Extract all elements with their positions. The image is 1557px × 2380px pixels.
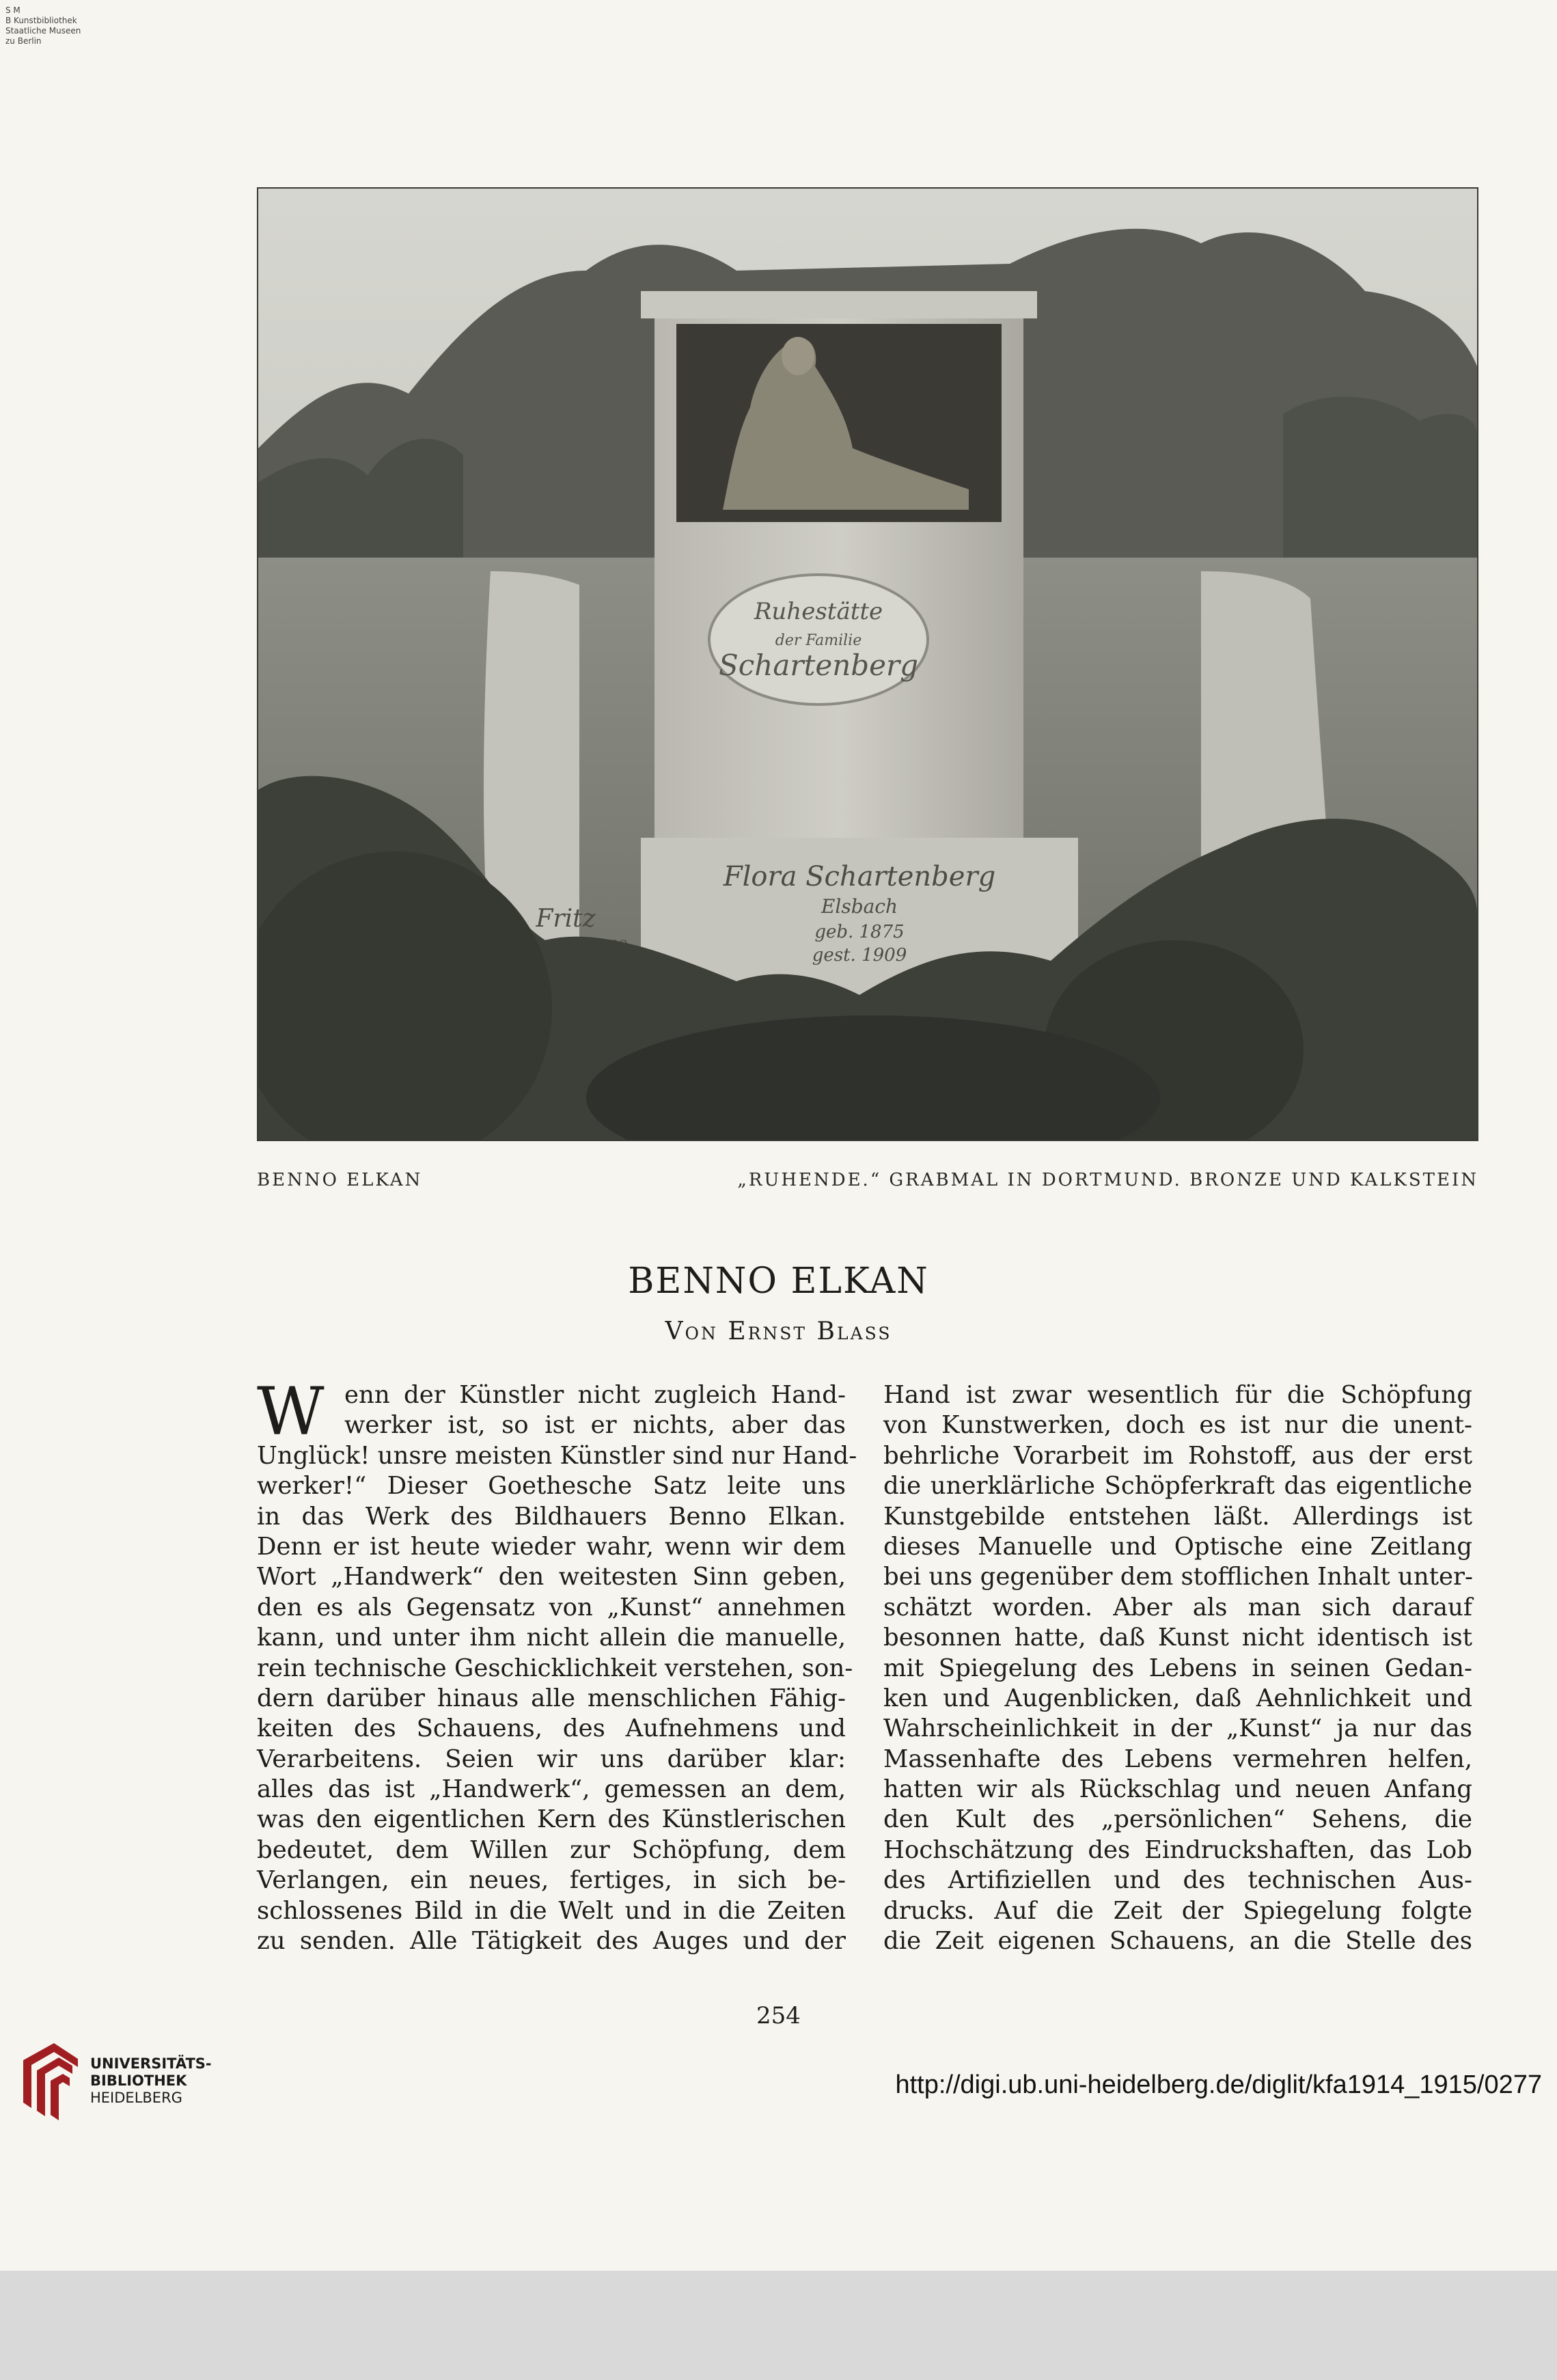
photo-caption-artist: BENNO ELKAN: [257, 1170, 423, 1190]
library-logo-icon: [16, 2040, 85, 2120]
text-line: kann, und unter ihm nicht allein die manuelle,: [257, 1624, 846, 1652]
library-name-line: UNIVERSITÄTS-: [90, 2055, 212, 2072]
stamp-line: B Kunstbibliothek: [5, 16, 77, 25]
text-line: besonnen hatte, daß Kunst nicht identisch ist: [883, 1624, 1472, 1652]
text-line: die unerklärliche Schöpferkraft das eigentliche: [883, 1472, 1472, 1501]
drop-cap: W: [257, 1373, 325, 1450]
text-line: ken und Augenblicken, daß Aehnlichkeit und: [883, 1684, 1472, 1712]
page-number: 254: [756, 2002, 801, 2029]
text-line: hatten wir als Rückschlag und neuen Anfang: [883, 1775, 1472, 1804]
text-line: mit Spiegelung des Lebens in seinen Gedan-: [883, 1654, 1472, 1682]
text-line: bedeutet, dem Willen zur Schöpfung, dem: [257, 1835, 846, 1864]
text-line: alles das ist „Handwerk“, gemessen an dem,: [257, 1775, 846, 1804]
text-line: den es als Gegensatz von „Kunst“ annehmen: [257, 1593, 846, 1622]
library-stamp: [5, 5, 81, 46]
oval-inscription: Ruhestätte: [754, 598, 883, 625]
base-inscription: gest. 1909: [812, 945, 907, 966]
base-inscription: geb. 1875: [814, 922, 905, 942]
text-column-left: [257, 1373, 857, 1956]
text-line: Kunstgebilde entstehen läßt. Allerdings ist: [883, 1502, 1472, 1531]
text-line: schlossenes Bild in die Welt und in die Zeiten: [257, 1896, 846, 1925]
text-line: des Artifiziellen und des technischen Aus-: [883, 1866, 1472, 1895]
text-line: die Zeit eigenen Schauens, an die Stelle des: [883, 1927, 1472, 1956]
text-line: enn der Künstler nicht zugleich Hand-: [344, 1381, 846, 1409]
text-line: was den eigentlichen Kern des Künstlerischen: [257, 1805, 846, 1834]
base-inscription: Elsbach: [821, 895, 898, 918]
text-line: Denn er ist heute wieder wahr, wenn wir dem: [257, 1532, 846, 1561]
article-title: BENNO ELKAN: [628, 1261, 929, 1302]
photo-caption-description: „RUHENDE.“ GRABMAL IN DORTMUND. BRONZE UND KALKSTEIN: [737, 1170, 1478, 1190]
stamp-line: zu Berlin: [5, 36, 42, 46]
text-line: Hochschätzung des Eindruckshaften, das Lob: [883, 1835, 1472, 1864]
stamp-line: Staatliche Museen: [5, 26, 81, 36]
text-line: behrliche Vorarbeit im Rohstoff, aus der erst: [883, 1441, 1472, 1470]
base-inscription: Flora Schartenberg: [723, 861, 996, 892]
text-line: Verarbeitens. Seien wir uns darüber klar:: [257, 1745, 846, 1773]
text-line: keiten des Schauens, des Aufnehmens und: [257, 1714, 846, 1743]
gravestone-photograph: [257, 187, 1478, 1141]
text-line: dieses Manuelle und Optische eine Zeitlang: [883, 1532, 1472, 1561]
oval-inscription: Schartenberg: [719, 648, 918, 682]
text-line: Unglück! unsre meisten Künstler sind nur Hand-: [257, 1441, 857, 1470]
text-line: werker!“ Dieser Goethesche Satz leite uns: [257, 1472, 846, 1501]
text-line: in das Werk des Bildhauers Benno Elkan.: [257, 1502, 846, 1531]
oval-inscription: der Familie: [775, 632, 862, 649]
text-line: Verlangen, ein neues, fertiges, in sich be-: [257, 1866, 846, 1895]
text-line: dern darüber hinaus alle menschlichen Fähig-: [257, 1684, 846, 1712]
text-line: Hand ist zwar wesentlich für die Schöpfung: [883, 1381, 1472, 1409]
footer-bar: [0, 2271, 1557, 2380]
text-line: Massenhafte des Lebens vermehren helfen,: [883, 1745, 1472, 1773]
library-name: [90, 2055, 212, 2107]
text-line: drucks. Auf die Zeit der Spiegelung folgte: [883, 1896, 1472, 1925]
text-line: schätzt worden. Aber als man sich darauf: [883, 1593, 1472, 1622]
text-column-right: [883, 1380, 1472, 1956]
text-line: Wort „Handwerk“ den weitesten Sinn geben,: [257, 1563, 846, 1591]
text-line: werker ist, so ist er nichts, aber das: [344, 1411, 846, 1440]
stamp-line: S M: [5, 5, 20, 15]
text-line: von Kunstwerken, doch es ist nur die unent-: [883, 1411, 1472, 1440]
library-name-line: BIBLIOTHEK: [90, 2073, 187, 2089]
text-line: zu senden. Alle Tätigkeit des Auges und der: [257, 1927, 846, 1956]
left-inscription: Fritz: [536, 905, 596, 933]
text-line: rein technische Geschicklichkeit verstehen, son-: [257, 1654, 853, 1682]
library-name-line: HEIDELBERG: [90, 2090, 182, 2106]
text-line: Wahrscheinlichkeit in der „Kunst“ ja nur das: [883, 1714, 1472, 1743]
text-line: den Kult des „persönlichen“ Sehens, die: [883, 1805, 1472, 1834]
source-url-link[interactable]: http://digi.ub.uni-heidelberg.de/diglit/kfa1914_1915/0277: [895, 2070, 1542, 2099]
text-line: bei uns gegenüber dem stofflichen Inhalt unter-: [883, 1563, 1473, 1591]
article-byline: Von Ernst Blass: [665, 1317, 892, 1345]
